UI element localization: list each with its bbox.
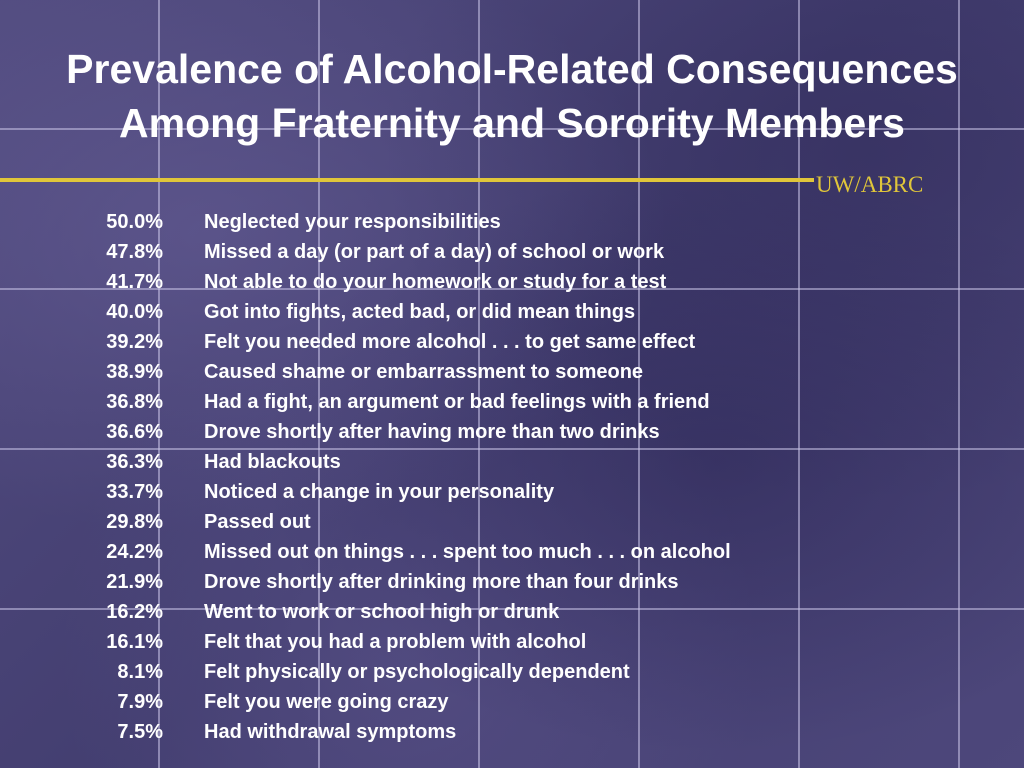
item-percent: 8.1% <box>117 661 163 683</box>
list-item <box>0 537 1024 567</box>
item-label: Drove shortly after having more than two drinks <box>204 421 660 443</box>
item-percent: 40.0% <box>106 301 163 323</box>
item-percent: 36.6% <box>106 421 163 443</box>
list-item <box>0 327 1024 357</box>
item-percent: 36.3% <box>106 451 163 473</box>
item-label: Caused shame or embarrassment to someone <box>204 361 644 383</box>
item-percent: 7.9% <box>117 691 163 713</box>
list-item <box>0 597 1024 627</box>
item-percent: 47.8% <box>106 241 163 263</box>
item-label: Drove shortly after drinking more than four drinks <box>204 571 679 593</box>
item-label: Neglected your responsibilities <box>204 211 501 233</box>
list-item <box>0 627 1024 657</box>
item-percent: 16.2% <box>106 601 163 623</box>
item-label: Not able to do your homework or study for a test <box>204 271 667 293</box>
list-item <box>0 267 1024 297</box>
consequence-list <box>0 207 1024 747</box>
item-percent: 33.7% <box>106 481 163 503</box>
slide-title-line-1: Prevalence of Alcohol-Related Consequences <box>66 46 958 92</box>
title-divider <box>0 178 814 182</box>
item-percent: 29.8% <box>106 511 163 533</box>
item-label: Passed out <box>204 511 311 533</box>
slide-title-line-2: Among Fraternity and Sorority Members <box>119 100 905 146</box>
item-percent: 36.8% <box>106 391 163 413</box>
item-percent: 50.0% <box>106 211 163 233</box>
list-item <box>0 567 1024 597</box>
item-label: Had blackouts <box>204 451 341 473</box>
item-label: Felt that you had a problem with alcohol <box>204 631 587 653</box>
list-item <box>0 717 1024 747</box>
item-percent: 24.2% <box>106 541 163 563</box>
list-item <box>0 237 1024 267</box>
item-label: Got into fights, acted bad, or did mean things <box>204 301 636 323</box>
item-label: Felt you were going crazy <box>204 691 449 713</box>
list-item <box>0 657 1024 687</box>
list-item <box>0 357 1024 387</box>
list-item <box>0 447 1024 477</box>
list-item <box>0 687 1024 717</box>
item-label: Missed out on things . . . spent too much . . . on alcohol <box>204 541 731 563</box>
organization-label: UW/ABRC <box>816 172 924 197</box>
item-label: Missed a day (or part of a day) of school or work <box>204 241 665 263</box>
item-label: Had a fight, an argument or bad feelings with a friend <box>204 391 710 413</box>
item-label: Felt you needed more alcohol . . . to get same effect <box>204 331 696 353</box>
item-percent: 7.5% <box>117 721 163 743</box>
list-item <box>0 507 1024 537</box>
list-item <box>0 297 1024 327</box>
item-label: Went to work or school high or drunk <box>204 601 560 623</box>
list-item <box>0 417 1024 447</box>
item-percent: 21.9% <box>106 571 163 593</box>
item-label: Had withdrawal symptoms <box>204 721 457 743</box>
item-percent: 38.9% <box>106 361 163 383</box>
list-item <box>0 207 1024 237</box>
item-label: Felt physically or psychologically dependent <box>204 661 630 683</box>
item-percent: 41.7% <box>106 271 163 293</box>
list-item <box>0 387 1024 417</box>
item-percent: 39.2% <box>106 331 163 353</box>
slide-title <box>0 42 1024 150</box>
item-label: Noticed a change in your personality <box>204 481 555 503</box>
item-percent: 16.1% <box>106 631 163 653</box>
list-item <box>0 477 1024 507</box>
